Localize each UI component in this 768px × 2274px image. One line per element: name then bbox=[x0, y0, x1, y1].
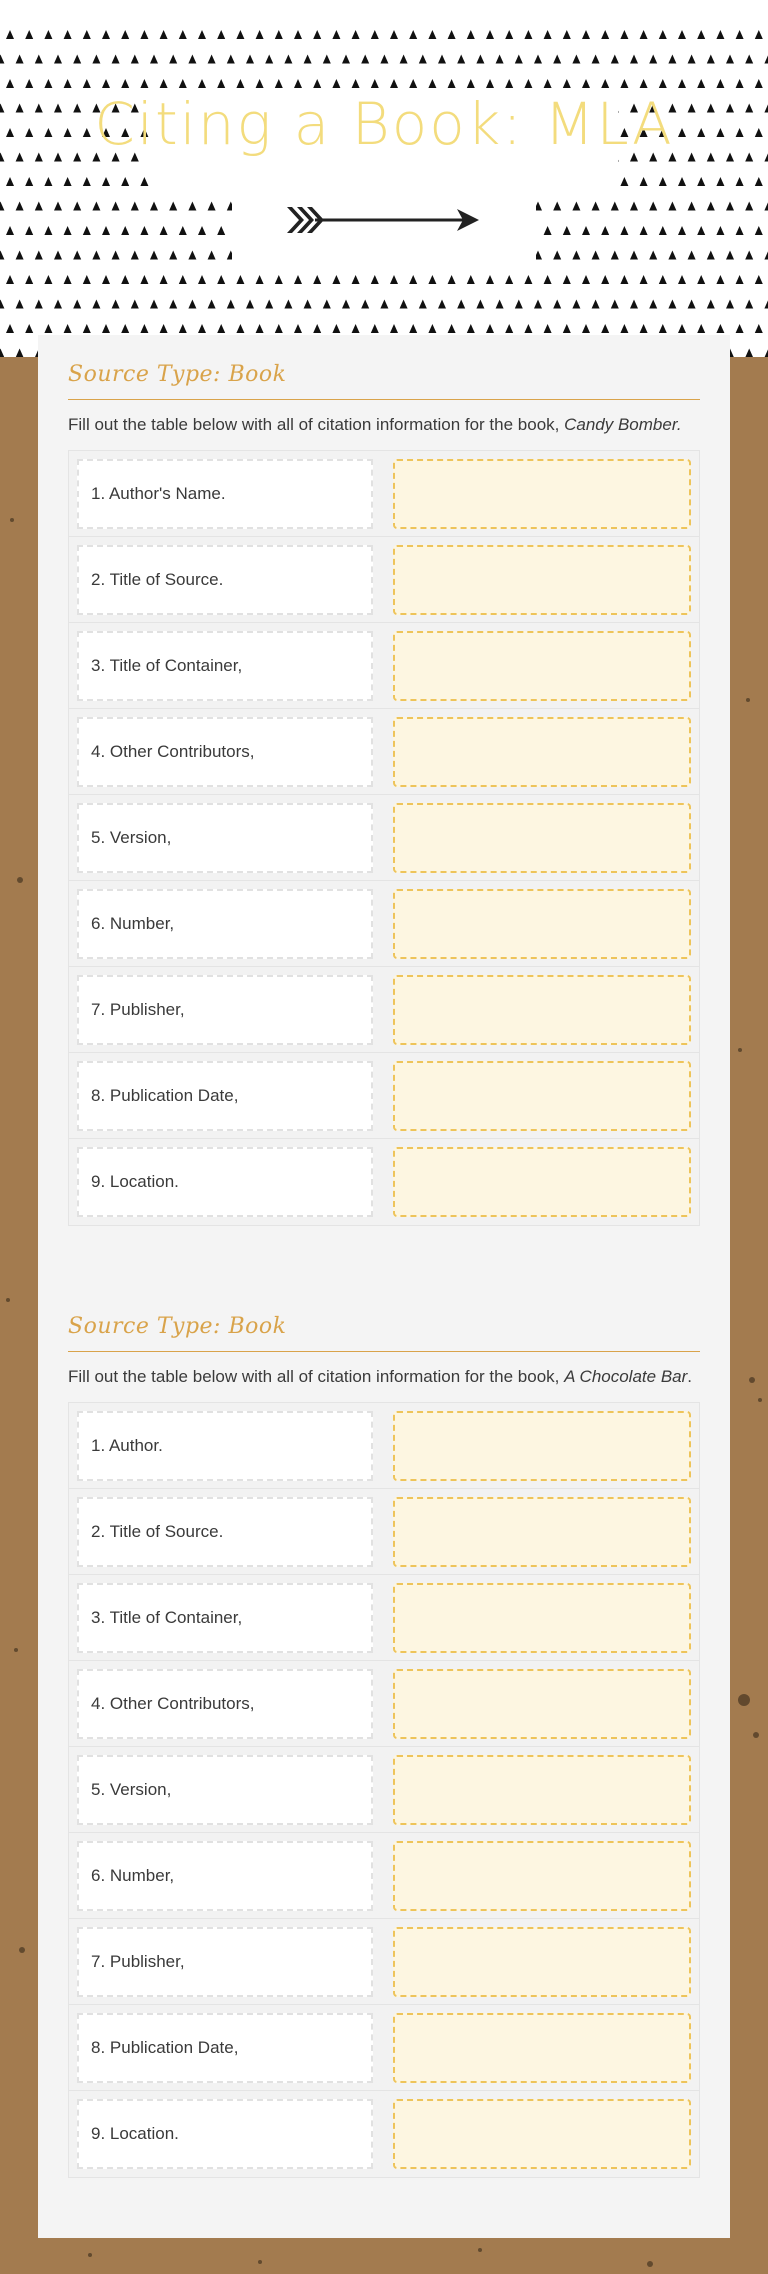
table-row bbox=[69, 1575, 699, 1661]
instructions: Fill out the table below with all of citation information for the book, A Chocolate Bar. bbox=[68, 1367, 693, 1386]
answer-input[interactable] bbox=[393, 631, 691, 701]
section-heading: Source Type: Book bbox=[68, 362, 700, 400]
page-title: Citing a Book: MLA bbox=[94, 90, 674, 158]
answer-input[interactable] bbox=[393, 975, 691, 1045]
answer-input[interactable] bbox=[393, 1841, 691, 1911]
table-row bbox=[69, 1833, 699, 1919]
answer-input[interactable] bbox=[393, 1497, 691, 1567]
table-row bbox=[69, 1661, 699, 1747]
answer-input[interactable] bbox=[393, 1755, 691, 1825]
row-label: 8. Publication Date, bbox=[77, 1061, 373, 1131]
table-row bbox=[69, 1139, 699, 1225]
table-row bbox=[69, 1403, 699, 1489]
row-label: 7. Publisher, bbox=[77, 1927, 373, 1997]
book-title: A Chocolate Bar bbox=[564, 1367, 688, 1386]
row-label: 2. Title of Source. bbox=[77, 1497, 373, 1567]
row-label: 3. Title of Container, bbox=[77, 1583, 373, 1653]
row-label: 7. Publisher, bbox=[77, 975, 373, 1045]
row-label: 8. Publication Date, bbox=[77, 2013, 373, 2083]
section-chocolate-bar bbox=[68, 1314, 700, 2178]
row-label: 5. Version, bbox=[77, 1755, 373, 1825]
citation-table bbox=[68, 450, 700, 1226]
table-row bbox=[69, 1053, 699, 1139]
row-label: 4. Other Contributors, bbox=[77, 1669, 373, 1739]
row-label: 1. Author. bbox=[77, 1411, 373, 1481]
answer-input[interactable] bbox=[393, 1061, 691, 1131]
answer-input[interactable] bbox=[393, 1411, 691, 1481]
row-label: 6. Number, bbox=[77, 889, 373, 959]
answer-input[interactable] bbox=[393, 545, 691, 615]
arrow-icon bbox=[285, 200, 485, 240]
row-label: 3. Title of Container, bbox=[77, 631, 373, 701]
answer-input[interactable] bbox=[393, 803, 691, 873]
citation-table bbox=[68, 1402, 700, 2178]
row-label: 4. Other Contributors, bbox=[77, 717, 373, 787]
answer-input[interactable] bbox=[393, 1147, 691, 1217]
row-label: 2. Title of Source. bbox=[77, 545, 373, 615]
table-row bbox=[69, 1489, 699, 1575]
answer-input[interactable] bbox=[393, 717, 691, 787]
header-banner bbox=[0, 0, 768, 357]
instructions: Fill out the table below with all of citation information for the book, Candy Bomber. bbox=[68, 415, 682, 434]
answer-input[interactable] bbox=[393, 2099, 691, 2169]
answer-input[interactable] bbox=[393, 1669, 691, 1739]
section-heading: Source Type: Book bbox=[68, 1314, 700, 1352]
row-label: 5. Version, bbox=[77, 803, 373, 873]
row-label: 6. Number, bbox=[77, 1841, 373, 1911]
row-label: 1. Author's Name. bbox=[77, 459, 373, 529]
table-row bbox=[69, 1747, 699, 1833]
row-label: 9. Location. bbox=[77, 1147, 373, 1217]
table-row bbox=[69, 709, 699, 795]
table-row bbox=[69, 537, 699, 623]
worksheet-card bbox=[38, 335, 730, 2238]
table-row bbox=[69, 795, 699, 881]
row-label: 9. Location. bbox=[77, 2099, 373, 2169]
table-row bbox=[69, 2091, 699, 2177]
answer-input[interactable] bbox=[393, 889, 691, 959]
table-row bbox=[69, 967, 699, 1053]
answer-input[interactable] bbox=[393, 2013, 691, 2083]
table-row bbox=[69, 2005, 699, 2091]
answer-input[interactable] bbox=[393, 1927, 691, 1997]
table-row bbox=[69, 451, 699, 537]
table-row bbox=[69, 1919, 699, 2005]
section-candy-bomber bbox=[68, 362, 700, 1226]
book-title: Candy Bomber. bbox=[564, 415, 682, 434]
table-row bbox=[69, 881, 699, 967]
answer-input[interactable] bbox=[393, 1583, 691, 1653]
table-row bbox=[69, 623, 699, 709]
answer-input[interactable] bbox=[393, 459, 691, 529]
